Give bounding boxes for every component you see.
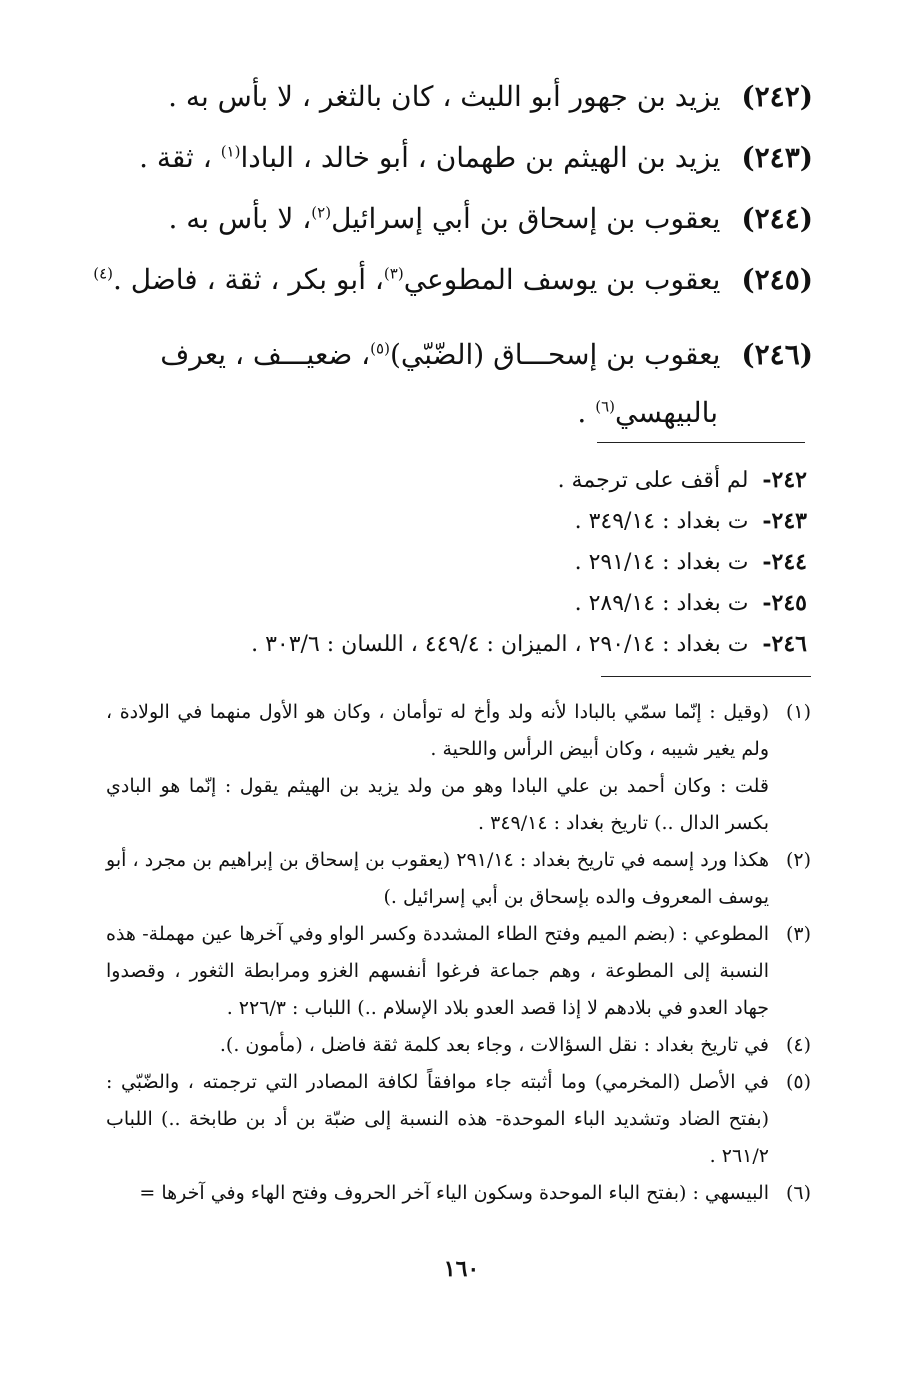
entry-246 <box>108 326 813 442</box>
footnote-marker[interactable]: (٥) <box>370 339 390 358</box>
footnote-2 <box>106 842 811 916</box>
footnote-body <box>106 842 769 916</box>
entry-text: بالبيهسي <box>615 396 718 429</box>
footnote-6 <box>106 1175 811 1212</box>
source-line <box>107 624 807 665</box>
source-line <box>107 542 807 583</box>
footnote-marker[interactable]: (٣) <box>383 264 404 283</box>
entry-text: يزيد بن الهيثم بن طهمان ، أبو خالد ، البادا <box>240 141 721 174</box>
entry-text: ، لا بأس به . <box>168 202 312 235</box>
entry-text: يعقوب بن يوسف المطوعي <box>403 263 721 296</box>
source-line <box>107 460 807 501</box>
footnote-5 <box>106 1064 811 1175</box>
footnote-marker[interactable]: (٤) <box>93 264 113 283</box>
entry-text: يعقوب بن إسحـــاق (الضّبّي) <box>389 338 721 371</box>
source-text: لم أقف على ترجمة . <box>557 468 749 493</box>
footnote-text: المطوعي : (بضم الميم وفتح الطاء المشددة وكسر الواو وفي آخرها عين مهملة- هذه النسبة إلى المطوعة ، وهم جماعة فرغوا أنفسهم الغزو ومرابطة الثغور ، وقصدوا جهاد العدو في بلادهم لا إذا قصد العدو بلاد الإسلام ..) اللباب : ٢٢٦/٣ . <box>106 923 769 1019</box>
footnote-body <box>106 694 769 842</box>
entry-245 <box>93 263 813 296</box>
footnote-body <box>106 1064 769 1175</box>
footnote-4 <box>106 1027 811 1064</box>
entry-number: (٢٤٣) <box>741 141 813 174</box>
source-number: ٢٤٦- <box>762 631 807 657</box>
source-text: ت بغداد : ٢٨٩/١٤ . <box>574 591 749 616</box>
footnotes <box>106 694 811 1212</box>
entry-text: يزيد بن جهور أبو الليث ، كان بالثغر ، لا بأس به . <box>168 80 721 113</box>
source-number: ٢٤٣- <box>762 508 807 534</box>
separator-rule <box>601 676 811 677</box>
source-text: ت بغداد : ٢٩٠/١٤ ، الميزان : ٤٤٩/٤ ، اللسان : ٣٠٣/٦ . <box>251 632 749 657</box>
footnote-marker[interactable]: (١) <box>220 142 241 161</box>
entry-text: يعقوب بن إسحاق بن أبي إسرائيل <box>331 202 721 235</box>
entry-number: (٢٤٢) <box>741 80 813 113</box>
footnote-number: (٣) <box>785 923 811 945</box>
entry-text: ، أبو بكر ، ثقة ، فاضل . <box>112 263 384 296</box>
footnote-marker[interactable]: (٢) <box>311 203 332 222</box>
entry-text: ، ثقة . <box>139 141 221 174</box>
entry-text: . <box>577 396 596 429</box>
footnote-number: (٢) <box>785 849 811 871</box>
footnote-text: قلت : وكان أحمد بن علي البادا وهو من ولد يزيد بن الهيثم يقول : إنّما هو البادي بكسر الدال ..) تاريخ بغداد : ٣٤٩/١٤ . <box>106 775 769 834</box>
biography-entries <box>93 80 813 442</box>
source-text: ت بغداد : ٢٩١/١٤ . <box>574 550 749 575</box>
footnote-number: (٤) <box>785 1034 811 1056</box>
footnote-marker[interactable]: (٦) <box>595 397 616 416</box>
footnote-body <box>106 1027 769 1064</box>
source-number: ٢٤٤- <box>762 549 807 575</box>
footnote-text: في الأصل (المخرمي) وما أثبته جاء موافقاً لكافة المصادر التي ترجمته ، والضّبّي : (بفتح الضاد وتشديد الباء الموحدة- هذه النسبة إلى ضبّة بن أد بن طابخة ..) اللباب ٢٦١/٢ . <box>106 1071 769 1167</box>
footnote-text: في تاريخ بغداد : نقل السؤالات ، وجاء بعد كلمة ثقة فاضل ، (مأمون .). <box>219 1034 769 1056</box>
footnote-text: البيسهي : (بفتح الباء الموحدة وسكون الياء آخر الحروف وفتح الهاء وفي آخرها = <box>139 1182 769 1204</box>
footnote-text: (وقيل : إنّما سمّي بالبادا لأنه ولد وأخ له توأمان ، وكان هو الأول منهما في الولادة ، ولم يغير شيبه ، وكان أبيض الرأس واللحية . <box>106 701 769 760</box>
footnote-number: (١) <box>785 701 811 723</box>
entry-text: ، ضعيـــف ، يعرف <box>160 338 371 371</box>
entry-244 <box>108 204 813 234</box>
entry-number: (٢٤٤) <box>741 202 813 235</box>
source-text: ت بغداد : ٣٤٩/١٤ . <box>574 509 749 534</box>
source-line <box>107 583 807 624</box>
footnote-body <box>106 1175 769 1212</box>
source-references <box>107 460 807 665</box>
entry-number: (٢٤٥) <box>741 263 813 296</box>
entry-243 <box>108 143 813 173</box>
separator-rule <box>597 442 805 443</box>
footnote-1 <box>106 694 811 842</box>
entry-242 <box>108 82 813 112</box>
footnote-body <box>106 916 769 1027</box>
footnote-number: (٥) <box>785 1071 811 1093</box>
footnote-3 <box>106 916 811 1027</box>
page-number: ١٦٠ <box>443 1256 480 1282</box>
source-number: ٢٤٢- <box>762 467 807 493</box>
entry-number: (٢٤٦) <box>741 338 813 371</box>
source-line <box>107 501 807 542</box>
entry-continuation <box>108 384 813 442</box>
source-number: ٢٤٥- <box>762 590 807 616</box>
footnote-text: هكذا ورد إسمه في تاريخ بغداد : ٢٩١/١٤ (يعقوب بن إسحاق بن إبراهيم بن مجرد ، أبو يوسف المعروف والده بإسحاق بن أبي إسرائيل .) <box>106 849 769 908</box>
footnote-number: (٦) <box>785 1182 811 1204</box>
